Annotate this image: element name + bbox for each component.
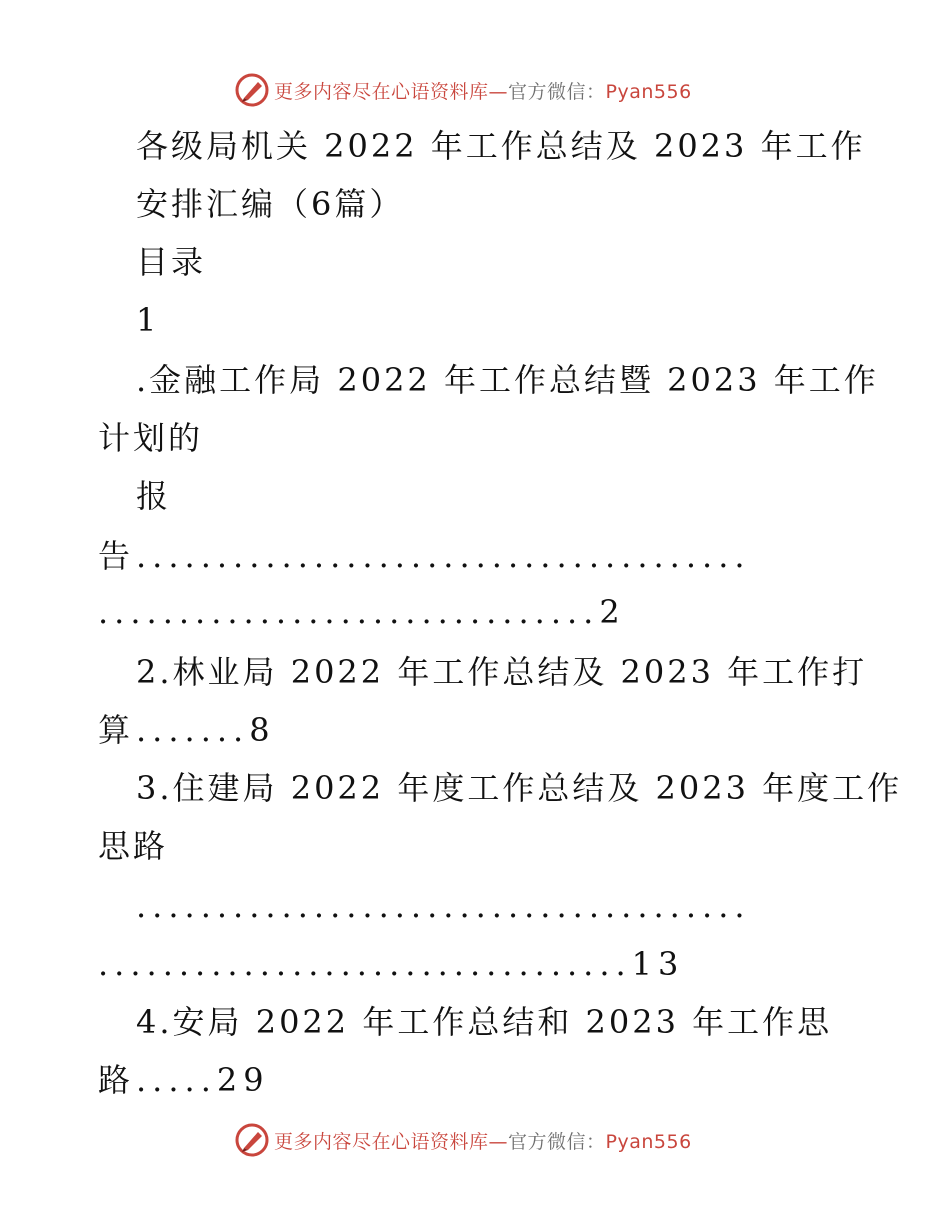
toc-entry-1-page[interactable]: ...............................2	[98, 593, 626, 631]
toc-entry-2-line[interactable]: 2.林业局 2022 年工作总结及 2023 年工作打	[136, 653, 868, 691]
toc-entry-1-number: 1	[136, 301, 160, 339]
pen-logo-icon	[234, 1122, 270, 1158]
toc-entry-1-line[interactable]: 报	[136, 477, 172, 515]
toc-entry-2-page[interactable]: 算.......8	[98, 711, 276, 749]
toc-entry-3-leader[interactable]: ......................................	[136, 887, 751, 925]
toc-heading: 目录	[136, 243, 207, 281]
pen-logo-icon	[234, 72, 270, 108]
toc-entry-4-page[interactable]: 路.....29	[98, 1061, 270, 1099]
footer-watermark	[0, 1118, 950, 1162]
toc-entry-1-leader[interactable]: 告......................................	[98, 537, 751, 575]
toc-entry-3-line[interactable]: 思路	[98, 827, 169, 865]
toc-entry-1-line[interactable]: 计划的	[98, 419, 204, 457]
toc-entry-3-page[interactable]: .................................13	[98, 945, 685, 983]
watermark-text: 更多内容尽在心语资料库—官方微信：Pyan556	[274, 80, 692, 103]
doc-title-line-2: 安排汇编（6篇）	[136, 185, 405, 223]
toc-entry-1-line[interactable]: .金融工作局 2022 年工作总结暨 2023 年工作	[136, 361, 879, 399]
header-watermark	[0, 68, 950, 112]
toc-entry-3-line[interactable]: 3.住建局 2022 年度工作总结及 2023 年度工作	[136, 769, 903, 807]
doc-title-line-1: 各级局机关 2022 年工作总结及 2023 年工作	[136, 127, 866, 165]
toc-entry-4-line[interactable]: 4.安局 2022 年工作总结和 2023 年工作思	[136, 1003, 833, 1041]
watermark-text: 更多内容尽在心语资料库—官方微信：Pyan556	[274, 1130, 692, 1153]
